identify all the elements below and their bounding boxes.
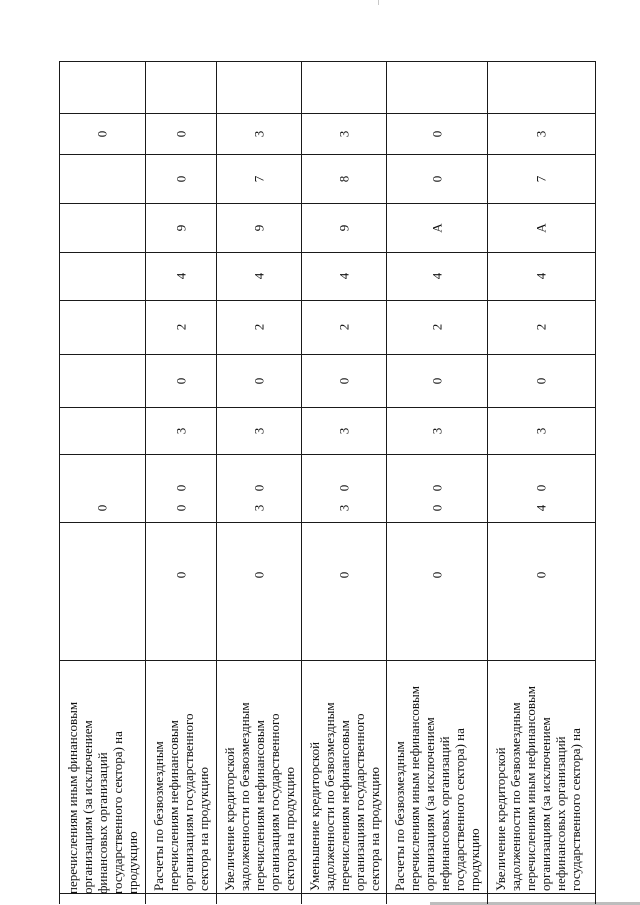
code-value: 9: [336, 224, 351, 232]
code-value: 3: [251, 427, 266, 435]
code-value: 4: [336, 272, 351, 280]
row-name-line: продукцию: [125, 831, 140, 894]
row-name-line: организациям государственного: [181, 713, 196, 891]
code-value: 0: [336, 377, 351, 385]
code-value: 0: [336, 484, 351, 492]
row-name-line: перечислениям иным нефинансовым: [407, 685, 422, 891]
row-name-line: Расчеты по безвозмездным: [392, 741, 407, 891]
grid-line: [145, 61, 146, 904]
code-value: 3: [251, 504, 266, 512]
grid-line: [59, 252, 595, 253]
grid-line: [59, 354, 595, 355]
row-name-line: перечислениям иным нефинансовым: [523, 685, 538, 891]
row-name-line: продукцию: [467, 828, 482, 891]
row-name-line: государственного сектора) на: [568, 728, 583, 891]
code-value: 0: [94, 130, 110, 138]
row-name-line: организациям (за исключением: [538, 717, 553, 891]
grid-line: [595, 61, 596, 904]
code-value: 4: [533, 504, 549, 512]
code-value: 0: [251, 377, 266, 385]
code-value: 3: [533, 130, 549, 138]
row-name-text: [307, 591, 382, 891]
code-value: 3: [336, 504, 351, 512]
row-name-line: нефинансовых организаций: [437, 736, 452, 891]
row-name-text: [151, 591, 211, 891]
code-value: 4: [251, 272, 266, 280]
row-name-line: Увеличение кредиторской: [493, 747, 508, 891]
grid-line: [59, 203, 595, 204]
code-value: 0: [336, 571, 351, 579]
code-value: 7: [533, 175, 549, 183]
code-value: 9: [251, 224, 266, 232]
grid-line: [59, 300, 595, 301]
code-value: 4: [533, 272, 549, 280]
grid-line: [59, 522, 595, 523]
code-value: 0: [94, 504, 110, 512]
code-value: 0: [429, 571, 444, 579]
code-value: 3: [251, 130, 266, 138]
row-name-line: Увеличение кредиторской: [222, 747, 237, 891]
code-value: 2: [173, 323, 188, 331]
row-name-line: сектора на продукцию: [196, 767, 211, 891]
row-name-line: перечислениям нефинансовым: [166, 720, 181, 891]
code-value: 0: [173, 377, 188, 385]
code-value: 0: [429, 175, 444, 183]
code-value: 2: [533, 323, 549, 331]
code-value: 0: [533, 571, 549, 579]
code-value: 3: [173, 427, 188, 435]
grid-line: [59, 61, 595, 62]
row-name-line: перечислениям нефинансовым: [337, 720, 352, 891]
code-value: А: [533, 223, 549, 233]
row-name-line: организациям государственного: [267, 713, 282, 891]
row-name-line: организациям государственного: [352, 713, 367, 891]
grid-line: [386, 61, 387, 904]
grid-line: [59, 154, 595, 155]
code-value: 2: [429, 323, 444, 331]
row-name-text: [493, 591, 583, 891]
grid-line: [59, 113, 595, 114]
grid-line: [59, 407, 595, 408]
grid-line: [487, 61, 488, 904]
code-value: 2: [336, 323, 351, 331]
code-value: 0: [173, 484, 188, 492]
grid-line: [301, 61, 302, 904]
row-name-line: финансовых организаций: [95, 752, 110, 894]
row-name-line: задолженности по безвозмездным: [237, 702, 252, 891]
code-value: 0: [173, 130, 188, 138]
grid-line: [59, 61, 60, 904]
row-name-line: задолженности по безвозмездным: [322, 702, 337, 891]
row-name-line: сектора на продукцию: [367, 767, 382, 891]
code-value: 0: [429, 504, 444, 512]
code-value: 0: [533, 377, 549, 385]
code-value: 0: [429, 130, 444, 138]
grid-line: [59, 454, 595, 455]
row-name-line: задолженности по безвозмездным: [508, 702, 523, 891]
code-value: 8: [336, 175, 351, 183]
code-value: 9: [173, 224, 188, 232]
code-value: 4: [173, 272, 188, 280]
row-name-line: организациям (за исключением: [80, 720, 95, 894]
code-value: 7: [251, 175, 266, 183]
code-value: 0: [173, 175, 188, 183]
code-value: 0: [429, 377, 444, 385]
code-value: 0: [429, 484, 444, 492]
row-name-line: перечислениям нефинансовым: [252, 720, 267, 891]
row-name-line: государственного сектора) на: [452, 728, 467, 891]
code-value: 0: [173, 571, 188, 579]
code-value: 3: [533, 427, 549, 435]
row-name-line: государственного сектора) на: [110, 731, 125, 894]
code-value: 0: [533, 484, 549, 492]
code-value: А: [429, 223, 444, 233]
code-value: 0: [251, 484, 266, 492]
row-name-line: организациям (за исключением: [422, 717, 437, 891]
row-name-line: сектора на продукцию: [282, 767, 297, 891]
code-value: 0: [173, 504, 188, 512]
row-name-line: Уменьшение кредиторской: [307, 741, 322, 891]
row-name-text: [392, 591, 482, 891]
grid-line: [216, 61, 217, 904]
row-name-line: нефинансовых организаций: [553, 736, 568, 891]
code-value: 0: [251, 571, 266, 579]
code-value: 3: [336, 130, 351, 138]
code-value: 2: [251, 323, 266, 331]
row-name-text: [65, 594, 140, 894]
row-name-text: [222, 591, 297, 891]
code-value: 3: [336, 427, 351, 435]
code-value: 3: [429, 427, 444, 435]
row-name-line: перечислениям иным финансовым: [65, 701, 80, 894]
row-name-line: Расчеты по безвозмездным: [151, 741, 166, 891]
code-value: 4: [429, 272, 444, 280]
